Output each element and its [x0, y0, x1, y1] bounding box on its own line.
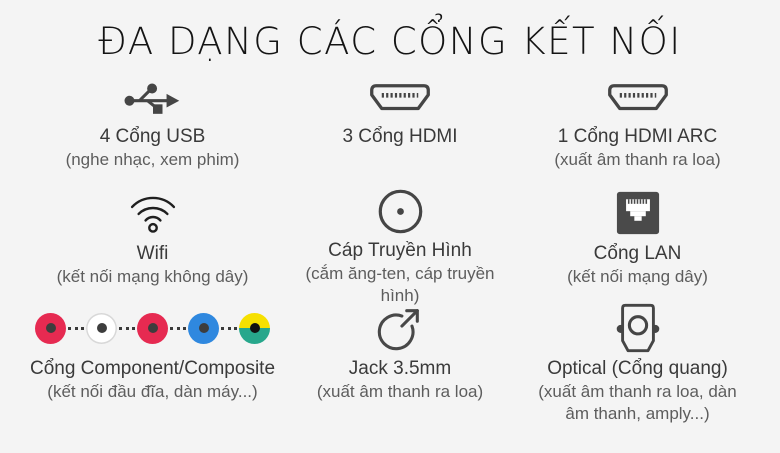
optical-icon — [609, 300, 667, 356]
port-sublabel: (kết nối đầu đĩa, dàn máy...) — [47, 382, 258, 402]
dotted-connector — [170, 327, 186, 330]
port-label: Cổng LAN — [593, 243, 682, 264]
hdmi-arc-icon — [606, 83, 670, 114]
ports-grid — [0, 75, 780, 431]
port-item-coax — [305, 188, 495, 306]
port-item-wifi — [0, 188, 305, 303]
usb-icon — [124, 79, 182, 117]
page-title: ĐA DẠNG CÁC CỔNG KẾT NỐI — [98, 20, 682, 63]
component-icon — [35, 313, 270, 344]
port-sublabel: (xuất âm thanh ra loa, dàn âm thanh, amply...) — [538, 382, 737, 424]
port-item-optical — [495, 303, 780, 431]
port-label: 1 Cổng HDMI ARC — [557, 126, 718, 147]
dotted-connector — [221, 327, 237, 330]
dotted-connector — [119, 327, 135, 330]
port-item-hdmi-arc — [495, 75, 780, 188]
port-item-component — [0, 303, 305, 431]
hdmi-icon — [368, 83, 432, 114]
port-sublabel: (cắm ăng-ten, cáp truyền hình) — [305, 264, 495, 306]
coax-icon — [377, 188, 424, 235]
port-sublabel: (xuất âm thanh ra loa) — [554, 150, 721, 170]
port-item-lan — [495, 188, 780, 303]
port-sublabel: (nghe nhạc, xem phim) — [65, 150, 240, 170]
lan-icon — [616, 191, 660, 235]
port-label: Cáp Truyền Hình — [328, 240, 472, 261]
port-sublabel: (xuất âm thanh ra loa) — [316, 382, 484, 402]
dotted-connector — [68, 327, 84, 330]
port-label: 4 Cổng USB — [99, 126, 206, 147]
port-label: Wifi — [136, 243, 169, 264]
port-label: Jack 3.5mm — [348, 358, 452, 379]
port-item-jack — [305, 303, 495, 431]
jack-icon — [375, 303, 425, 353]
port-label: 3 Cổng HDMI — [342, 126, 458, 147]
port-item-hdmi — [305, 75, 495, 188]
port-sublabel: (kết nối mạng không dây) — [56, 267, 249, 287]
component-plug-white — [86, 313, 117, 344]
port-item-usb — [0, 75, 305, 188]
component-plug-red — [35, 313, 66, 344]
component-plug-yellow-green — [239, 313, 270, 344]
port-label: Optical (Cổng quang) — [547, 358, 728, 379]
component-plug-blue — [188, 313, 219, 344]
port-label: Cổng Component/Composite — [29, 358, 276, 379]
port-sublabel: (kết nối mạng dây) — [567, 267, 708, 287]
component-plug-red2 — [137, 313, 168, 344]
wifi-icon — [127, 190, 179, 236]
